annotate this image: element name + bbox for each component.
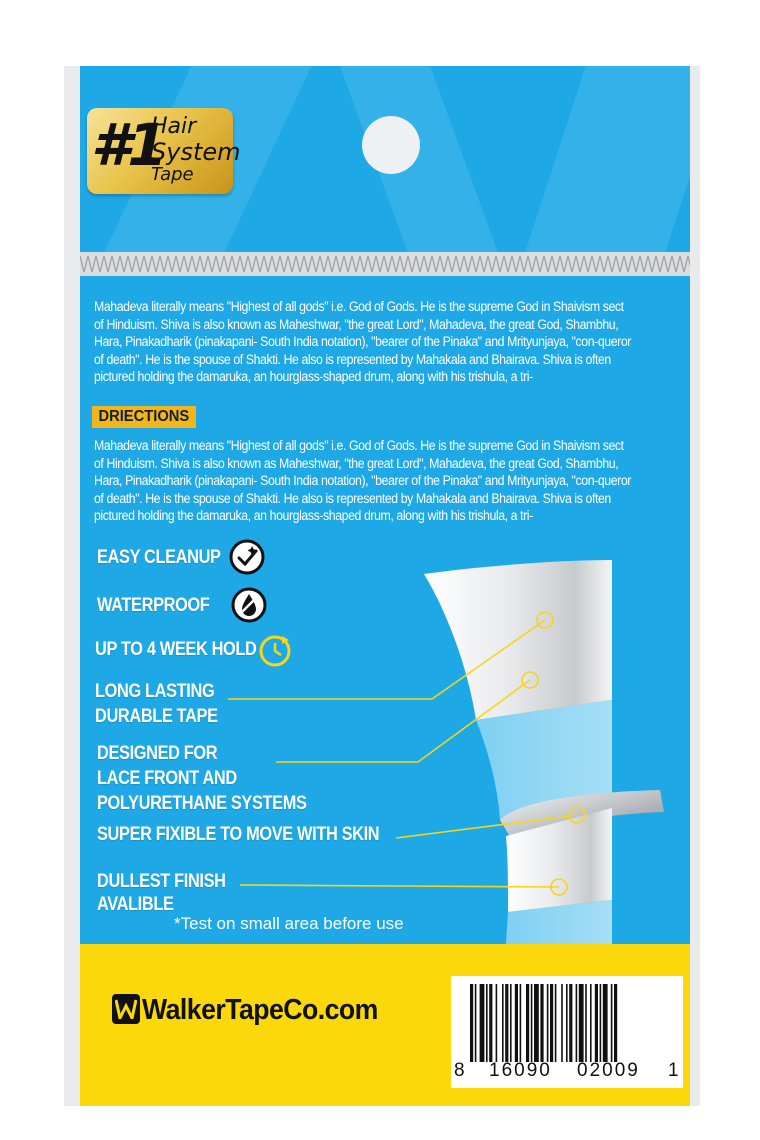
description-text: Mahadeva literally means "Highest of all gods" i.e. God of Gods. He is the supreme God in Shaivism sect of Hinduism. Shiva is also known as Maheshwar, "the great Lord", Mahadeva, the great God, Shambhu, Hara, Pinakadharik (pinakapani- South India notation), "bearer of the Pinaka" and Mrityunjaya, "con-queror of death". He is the spouse of Shakti. He also is represented by Mahakala and Bhairava. Shiva is often pictured holding the damaruka, an hourglass-shaped drum, along with his trishula, a tri- xyxy=(94,299,631,385)
badge-line-system: System xyxy=(151,138,241,166)
walker-logo-icon xyxy=(112,994,140,1024)
feature-finish-line2: AVALIBLE xyxy=(97,894,174,915)
clock-icon xyxy=(256,632,294,670)
feature-waterproof: WATERPROOF xyxy=(97,595,210,616)
feature-long-lasting-line1: LONG LASTING xyxy=(95,681,215,702)
sparkle-check-icon xyxy=(228,538,266,576)
barcode-digits-right: 02009 xyxy=(577,1060,640,1081)
directions-text: Mahadeva literally means "Highest of all gods" i.e. God of Gods. He is the supreme God in Shaivism sect of Hinduism. Shiva is also known as Maheshwar, "the great Lord", Mahadeva, the great God, Shambhu, Hara, Pinakadharik (pinakapani- South India notation), "bearer of the Pinaka" and Mrityunjaya, "con-queror of death". He is the spouse of Shakti. He also is represented by Mahakala and Bhairava. Shiva is often pictured holding the damaruka, an hourglass-shaped drum, along with his trishula, a tri- xyxy=(94,438,631,524)
barcode xyxy=(451,976,683,1088)
feature-flexible: SUPER FIXIBLE TO MOVE WITH SKIN xyxy=(97,824,380,845)
barcode-digit-check: 1 xyxy=(668,1060,679,1081)
badge-line-tape: Tape xyxy=(151,164,194,185)
test-note: *Test on small area before use xyxy=(174,914,404,933)
website-text: WalkerTapeCo.com xyxy=(142,994,378,1026)
feature-designed-for-line3: POLYURETHANE SYSTEMS xyxy=(97,793,307,814)
directions-label: DRIECTIONS xyxy=(92,406,196,428)
barcode-digits-left: 16090 xyxy=(489,1060,552,1081)
badge-line-hair: Hair xyxy=(151,114,197,139)
feature-hold: UP TO 4 WEEK HOLD xyxy=(95,639,257,660)
badge-number: #1 xyxy=(91,111,164,179)
water-drop-icon xyxy=(230,586,268,624)
feature-designed-for-line1: DESIGNED FOR xyxy=(97,743,218,764)
barcode-digit-lead: 8 xyxy=(454,1060,465,1081)
feature-easy-cleanup: EASY CLEANUP xyxy=(97,547,221,568)
feature-finish-line1: DULLEST FINISH xyxy=(97,871,226,892)
feature-long-lasting-line2: DURABLE TAPE xyxy=(95,706,218,727)
feature-designed-for-line2: LACE FRONT AND xyxy=(97,768,237,789)
